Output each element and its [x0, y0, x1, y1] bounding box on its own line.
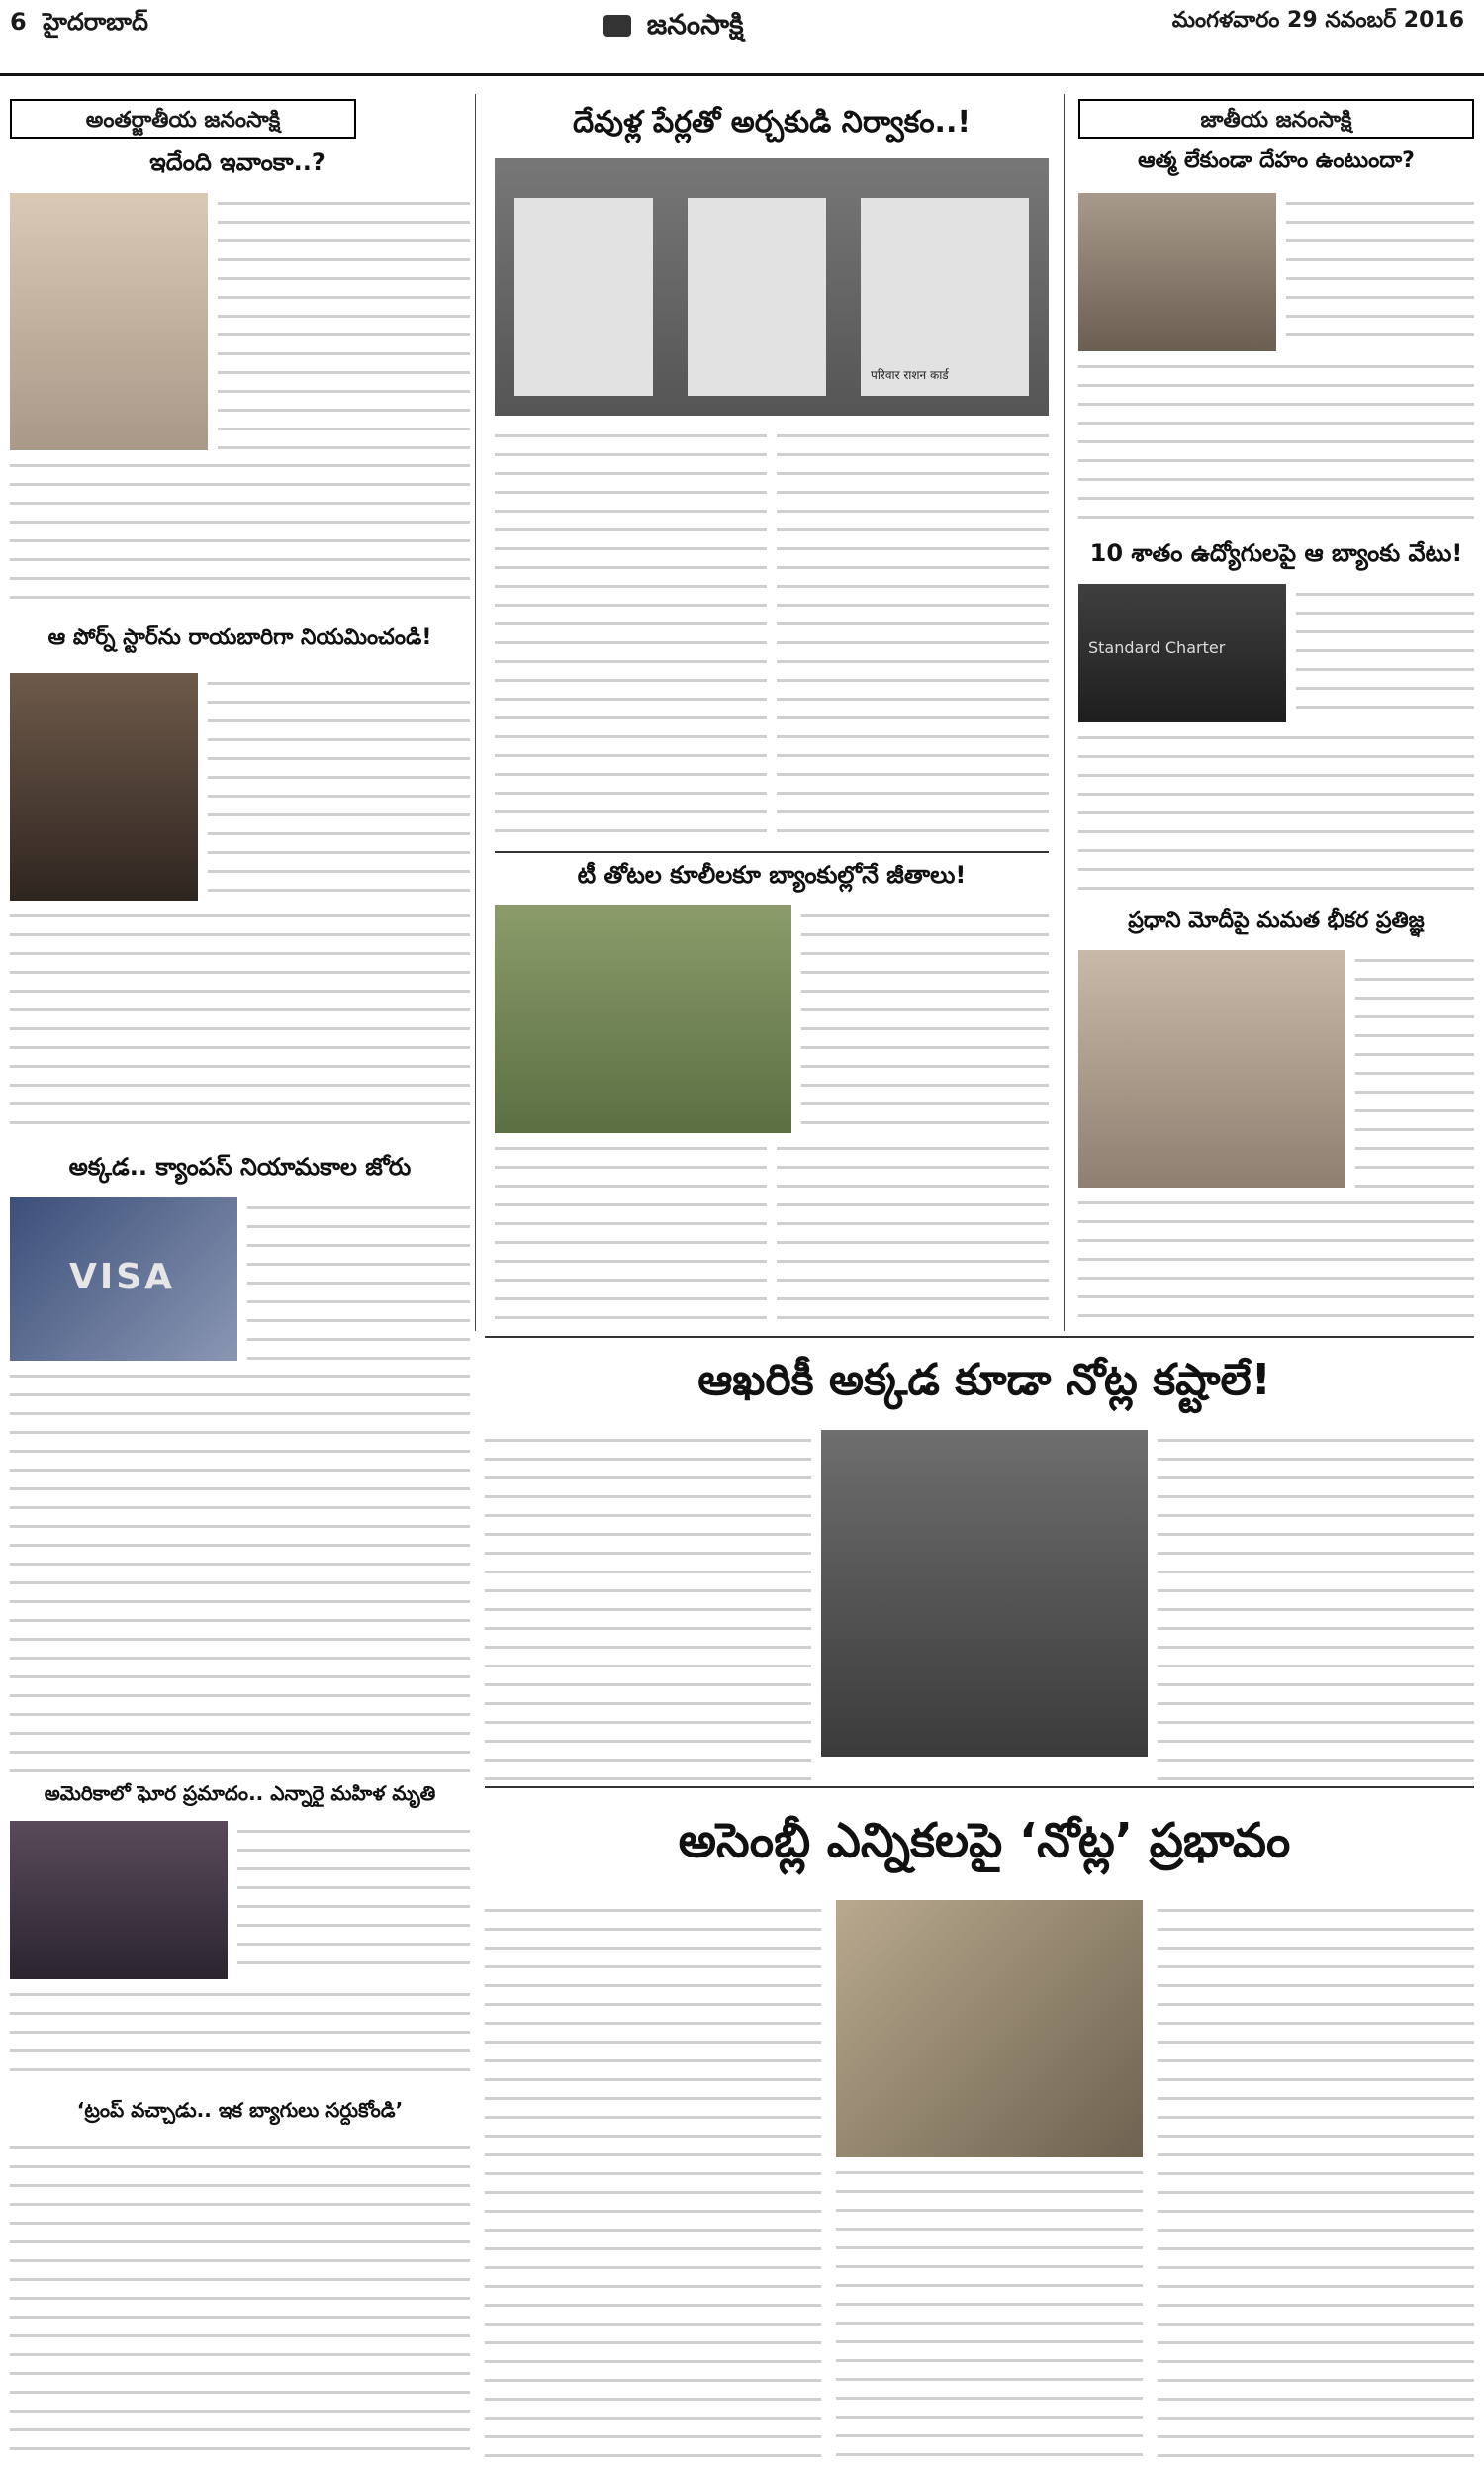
page-header-left — [10, 8, 148, 42]
trump-bags-headline: ‘ట్రంప్ వచ్చాడు.. ఇక బ్యాగులు సర్దుకోండి’ — [76, 2098, 404, 2122]
assembly-article-col3 — [1158, 1900, 1474, 2464]
main-headline: దేవుళ్ల పేర్లతో అర్చకుడి నిర్వాకం..! — [572, 105, 972, 140]
visa-photo — [10, 1197, 237, 1361]
bank-jobs-headline: 10 శాతం ఉద్యోగులపై ఆ బ్యాంకు వేటు! — [1089, 539, 1463, 567]
campus-headline: అక్కడ.. క్యాంపస్ నియామకాల జోరు — [68, 1153, 412, 1181]
porn-star-photo — [10, 673, 198, 901]
section-national: జాతీయ జనంసాక్షి — [1078, 99, 1474, 139]
divider-notes — [485, 1336, 1474, 1338]
mamata-photo — [1078, 950, 1345, 1188]
notes-article-col1 — [485, 1430, 811, 1781]
assembly-headline: అసెంబ్లీ ఎన్నికలపై ‘నోట్ల’ ప్రభావం — [678, 1813, 1291, 1868]
priest-article-col2 — [777, 426, 1049, 841]
bank-article-continued — [1078, 727, 1474, 901]
nri-family-photo — [10, 1821, 228, 1979]
porn-star-article-text — [208, 673, 470, 901]
notes-article-col2 — [1158, 1430, 1474, 1781]
paper-logo — [603, 8, 744, 48]
tea-garden-photo — [495, 905, 791, 1133]
bank-building-photo — [1078, 584, 1286, 722]
congress-photo — [1078, 193, 1276, 351]
assembly-article-col1 — [485, 1900, 821, 2464]
mamata-article-text — [1355, 950, 1474, 1188]
city-name: హైదరాబాద్ — [43, 8, 148, 36]
tea-article-col1 — [495, 1138, 767, 1331]
section-international: అంతర్జాతీయ జనంసాక్షి — [10, 99, 356, 139]
soul-article-continued — [1078, 356, 1474, 529]
ivanka-photo — [10, 193, 208, 450]
bank-article-text — [1296, 584, 1474, 722]
column-rule-left — [475, 94, 476, 1331]
protest-photo — [821, 1430, 1148, 1757]
mamata-headline: ప్రధాని మోదీపై మమత భీకర ప్రతిజ్ఞ — [1128, 908, 1425, 933]
nri-death-headline: అమెరికాలో ఘోర ప్రమాదం.. ఎన్నారై మహిళ మృతి — [10, 1781, 470, 1810]
priest-article-col1 — [495, 426, 767, 841]
nri-article-text — [237, 1821, 470, 1979]
porn-star-article-continued — [10, 905, 470, 1138]
assembly-article-col2 — [836, 2162, 1143, 2464]
mamata-article-continued — [1078, 1192, 1474, 1331]
tea-headline: టీ తోటల కూలీలకూ బ్యాంకుల్లోనే జీతాలు! — [577, 861, 967, 889]
edition-date: మంగళవారం 29 నవంబర్ 2016 — [1171, 8, 1464, 33]
logo-icon — [603, 15, 631, 37]
ivanka-article-continued — [10, 455, 470, 614]
nri-article-continued — [10, 1984, 470, 2083]
soul-article-text — [1286, 193, 1474, 351]
trump-bags-article-text — [10, 2138, 470, 2464]
tea-article-text — [801, 905, 1049, 1133]
page-number: 6 — [10, 8, 27, 36]
card-label: परिवार राशन कार्ड — [871, 368, 949, 382]
tea-article-col2 — [777, 1138, 1049, 1331]
ivanka-article-text — [218, 193, 470, 450]
divider-assembly — [485, 1786, 1474, 1788]
bank-sign: Standard Charter — [1088, 638, 1226, 657]
campus-article-continued — [10, 1366, 470, 1776]
currency-photo — [836, 1900, 1143, 2157]
masthead — [0, 0, 1484, 76]
notes-trouble-headline: ఆఖరికీ అక్కడ కూడా నోట్ల కష్టాలే! — [697, 1355, 1271, 1405]
ration-cards-photo — [495, 158, 1049, 416]
ivanka-headline: ఇదేంది ఇవాంకా..? — [149, 148, 325, 176]
paper-name: జనంసాక్షి — [646, 8, 744, 41]
porn-star-headline: ఆ పోర్న్ స్టార్‌ను రాయబారిగా నియమించండి! — [47, 625, 432, 650]
visa-text: VISA — [69, 1257, 176, 1297]
campus-article-text — [247, 1197, 470, 1361]
divider-tea — [495, 851, 1049, 853]
column-rule-right — [1064, 94, 1065, 1331]
soul-headline: ఆత్మ లేకుండా దేహం ఉంటుందా? — [1138, 148, 1415, 173]
